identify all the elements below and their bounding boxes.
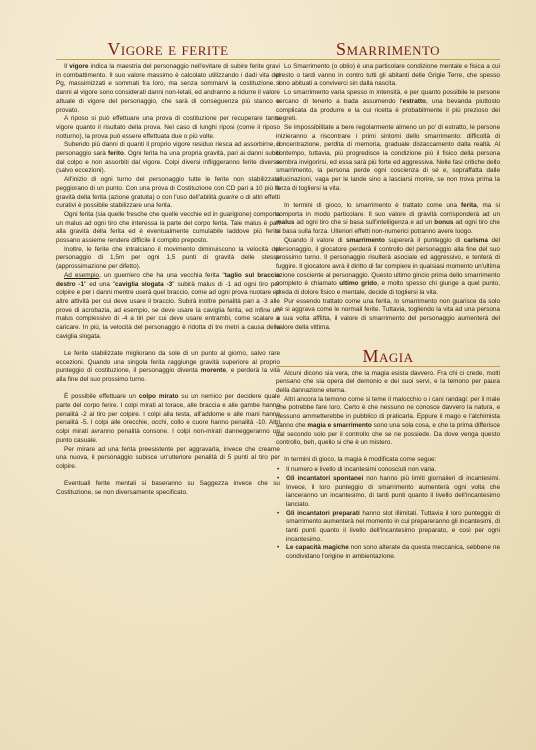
paragraph: In termini di gioco, la magia è modificata come segue:: [284, 456, 437, 464]
paragraph: Inoltre, le ferite che intralciano il movimento diminuiscono la velocità del personaggio di 1,5m per ogni 1,5 punti di gravità delle stesse (approssimazione per difetto).: [56, 245, 280, 271]
paragraph-example: Ad esempio, un guerriero che ha una vecchia ferita "taglio sul braccio destro -1" ed una "caviglia slogata -3" subirà malus di -1 ad ogni tiro per colpire e per i danni mentre userà quel braccio, come ad ogni prova nuotare ed altre attività per cui deve usare il braccio. Subirà inoltre penalità pari a -3 alle prove di acrobazia, ad esempio, se deve usare la caviglia ferita, ed infine un malus complessivo di -4 a tiri per cui deve usare entrambi, come scalare o caricare. In più, la velocità del personaggio è ridotta di tre metri a causa della caviglia slogata.: [56, 271, 280, 340]
list-item: • Gli incantatori preparati hanno slot illimitati. Tuttavia il loro punteggio di smarrimento aumenterà nel momento in cui prepareranno gli incantesimi, di tanti punti quanto il livello dell'incantesimo preparato, e così per ogni incantesimo.: [283, 510, 500, 545]
paragraph: Eventuali ferite mentali si baseranno su Saggezza invece che su Costituzione, se non diversamente specificato.: [56, 480, 280, 496]
paragraph: All'inizio di ogni turno del personaggio tutte le ferite non stabilizzate peggiorano di un punto. Con una prova di Costituzione con CD pari a 10 più la gravità della ferita (azione gratuita) o con l'uso dell'abilità guarire o di altri effetti curativi è possibile stabilizzare una ferita.: [56, 176, 280, 210]
paragraph: Pur essendo trattato come una ferita, lo smarrimento non guarisce da solo né si aggrava come le normali ferite. Tuttavia, togliendo la vita ad una persona a sua volta afflitta, il valore di smarrimento del personaggio aumenterà del valore della vittima.: [276, 297, 500, 331]
paragraph: Quando il valore di smarrimento supererà il punteggio di carisma del personaggio, il giocatore perderà il controllo del personaggio alla fine del suo prossimo turno. Il personaggio risulterà asociale ed aggressivo, e tenterà di fuggire. Il giocatore avrà il diritto di far compiere in qualsiasi momento un'ultima azione cosciente al personaggio. Questo ultimo gincio prima dello smarrimento completo è chiamato ultimo grido, e molto spesso chi giunge a quel punto, preda di dolore fisico e mentale, decide di togliersi la vita.: [276, 236, 500, 297]
list-item: • Il numero e livello di incantesimi conosciuti non varia.: [283, 466, 500, 475]
paragraph: Se impossibilitate a bere regolarmente almeno un po' di estratto, le persone inizieranno a riscontrare i primi sintomi dello smarrimento: difficoltà di concentrazione, perdita di memoria, graduale distaccamento dalla realtà. Al contempo, tuttavia, più progredisce la condizione più il fisico della persona sembra invigorirsi, ed essa sarà più forte ed aggressiva. Nelle fasi critiche dello smarrimento, la persona perde ogni coscienza di sé e, sopraffatta dalle allucinazioni, vaga per le lande sino a lasciarsi morire, se non trova prima la forza di togliersi la vita.: [276, 123, 500, 192]
heading-magia: Magia: [276, 347, 500, 367]
paragraph: Lo smarrimento varia spesso in intensità, e per quanto possibile le persone cercano di tenerlo a bada assumendo l'estratto, una bevanda piuttosto complicata da produrre e la cui ricetta è probabilmente il più prezioso dei segreti.: [276, 89, 500, 123]
list-item: • Gli incantatori spontanei non hanno più limiti giornalieri di incantesimi. Invece, il loro punteggio di smarrimento aumenterà ogni volta che lanceranno un incantesimo, di tanti punti quanto il livello dell'incantesimo lanciato.: [283, 475, 500, 510]
magic-rules-list: [276, 466, 500, 562]
paragraph: È possibile effettuare un colpo mirato su un nemico per decidere quale parte del corpo ferire. I colpi mirati al torace, alle braccia e alle gambe hanno penalità -2 al tiro per colpire. I colpi alla testa, all'addome e alle mani hanno penalità -5. I colpi alle orecchie, occhi, collo e cuore hanno penalità -10. Altri colpi mirati avranno penalità consone. I colpi non-mirati danneggeranno un punto casuale.: [56, 393, 280, 444]
paragraph: Subendo più danni di quanti il proprio vigore residuo riesca ad assorbirne, il personaggio sarà ferito. Ogni ferita ha una propria gravità, pari ai danni subiti dal colpo e non assorbiti dal vigore. Colpi diversi infliggeranno ferite diverse (salvo eccezioni).: [56, 141, 280, 175]
paragraph: Alcuni dicono sia vera, che la magia esista davvero. Fra chi ci crede, molti pensano che sia opera del demonio e dei suoi servi, e la temono per paura della dannazione eterna.: [276, 369, 500, 394]
paragraph: A riposo si può effettuare una prova di costituzione per recuperare tanto vigore quanto il risultato della prova. Nel caso di lunghi riposi (come il riposo notturno), la prova può essere effettuata due o più volte.: [56, 115, 280, 140]
heading-vigore-e-ferite: Vigore e ferite: [56, 40, 280, 60]
section-magia: [276, 347, 500, 562]
paragraph: Per mirare ad una ferita preesistente per aggravarla, invece che crearne una nuova, il personaggio subisce un'ulteriore penalità di 5 punti al tiro per colpire.: [56, 445, 280, 470]
heading-smarrimento: Smarrimento: [276, 40, 500, 60]
left-column: [56, 40, 280, 498]
paragraph: Ogni ferita (sia quelle fresche che quelle vecchie ed in guarigione) comporta un malus ad ogni tiro che interessa la parte del corpo ferita. Tale malus è pari alla gravità della ferita ed è eventualmente cumulabile laddove più ferite possano assieme rendere difficile il compito preposto.: [56, 210, 280, 245]
list-item: • Le capacità magiche non sono alterate da questa meccanica, sebbene ne condividano l'origine in ambientazione.: [283, 544, 500, 561]
paragraph: Lo Smarrimento (o oblio) è una particolare condizione mentale e fisica a cui presto o tardi vanno in contro tutti gli abitanti delle Grigie Terre, che spesso sono abituati a conviverci sin dalla nascita.: [276, 63, 500, 88]
right-column: [276, 40, 500, 562]
paragraph: Le ferite stabilizzate migliorano da sole di un punto al giorno, salvo rare eccezioni. Quando una singola ferita raggiunge gravità superiore al proprio punteggio di costituzione, il personaggio diventa morente, e perderà la vita alla fine del suo prossimo turno.: [56, 350, 280, 384]
paragraph: In termini di gioco, lo smarrimento è trattato come una ferita, ma si comporta in modo particolare. Il suo valore di gravità corrisponderà ad un malus ad ogni tiro che si basa sull'intelligenza e ad un bonus ad ogni tiro che si basa sulla forza. Ulteriori effetti non-numerici potranno avere luogo.: [276, 202, 500, 236]
paragraph: Altri ancora la temono come si teme il malocchio o i cani randagi: per il male che potrebbe fare loro. Certo è che nessuno ne conosce davvero la natura, e nessuno ammetterebbe in pubblico di praticarla. Eppure il mago e l'alchimista sanno che magia e smarrimento sono una sola cosa, e che la prima differisce dal secondo solo per il controllo che se ne possiede. Da dove venga questo controllo, beh, quello si che è un mistero.: [276, 395, 500, 447]
paragraph: Il vigore indica la maestria del personaggio nell'evitare di subire ferite gravi in combattimento. Il suo valore massimo è calcolato utilizzando i dadi vita del Pg, massimizzati e sommati fra loro, ma senza sommarvi la costituzione. I danni al vigore sono considerati danni non-letali, ed andranno a ridurre il valore attuale di vigore del personaggio, che sarà di conseguenza più stanco e provato.: [56, 63, 280, 114]
